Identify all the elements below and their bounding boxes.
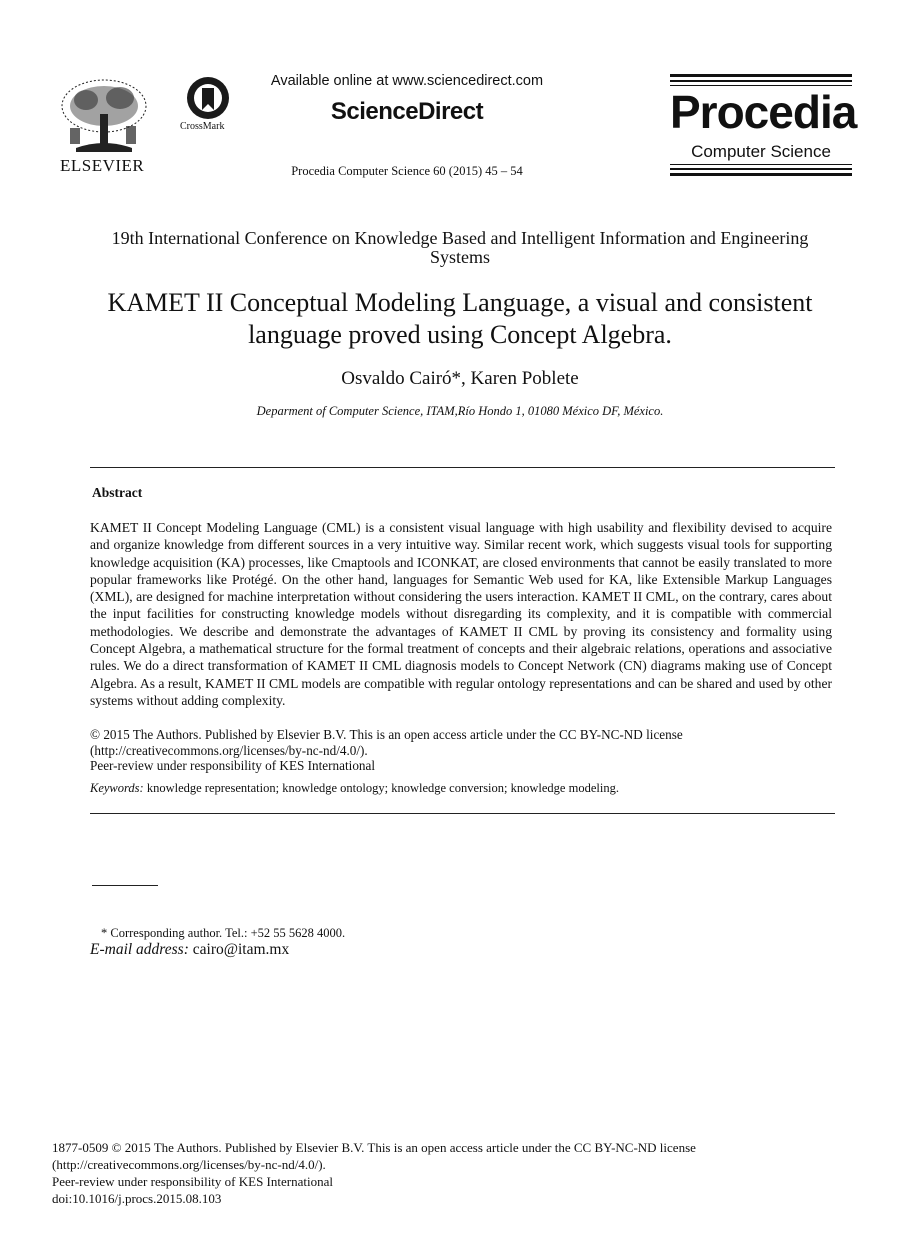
email-address[interactable]: cairo@itam.mx	[192, 941, 290, 958]
keywords-label: Keywords:	[90, 781, 144, 795]
abstract-body: KAMET II Concept Modeling Language (CML) is a consistent visual language with high usability and flexibility devised to acquire and organize knowledge from different sources in a very intuitive way. Similar recent work, which suggests visual tools for supporting knowledge acquisition (KA) processes, like Cmaptools and ICONKAT, are closed environments that cannot be easily translated to more popular frameworks like Protégé. On the other hand, languages for Semantic Web used for KA, like Extensible Markup Languages (XML), are designed for machine interpretation without considering the users interaction. KAMET II CML, on the contrary, cares about the input facilities for constructing knowledge models without disregarding its complexity, and it is compatible with commercial methodologies. We describe and demonstrate the advantages of KAMET II CML by proving its consistency and formality using Concept Algebra, a mathematical structure for the formal treatment of concepts and their algebraic relations, operations and associative rules. We do a direct transformation of KAMET II CML diagnosis models to Concept Network (CN) diagrams making use of Concept Algebra. As a result, KAMET II CML models are compatible with regular ontology representations and can be shared and used by other systems without adding complexity.	[90, 520, 832, 708]
divider	[90, 467, 835, 468]
license-link[interactable]: (http://creativecommons.org/licenses/by-nc-nd/4.0/).	[90, 742, 368, 758]
paper-title: KAMET II Conceptual Modeling Language, a visual and consistent language proved using Concept Algebra.	[107, 288, 813, 349]
email-label: E-mail address:	[90, 941, 189, 958]
procedia-title: Procedia	[670, 86, 857, 138]
procedia-rule	[670, 164, 852, 165]
elsevier-logo	[56, 76, 152, 176]
journal-reference: Procedia Computer Science 60 (2015) 45 – 54	[291, 164, 523, 178]
elsevier-tree-icon	[56, 76, 152, 156]
authors: Osvaldo Cairó*, Karen Poblete	[341, 368, 579, 389]
abstract-heading: Abstract	[92, 485, 143, 500]
publisher-name: ELSEVIER	[60, 156, 145, 175]
procedia-subtitle: Computer Science	[691, 142, 831, 161]
footer-peer-review: Peer-review under responsibility of KES International	[52, 1174, 333, 1189]
procedia-rule	[670, 80, 852, 82]
crossmark-label: CrossMark	[180, 121, 225, 132]
footer-license-link[interactable]: (http://creativecommons.org/licenses/by-nc-nd/4.0/).	[52, 1157, 326, 1172]
peer-review-note: Peer-review under responsibility of KES International	[90, 758, 376, 773]
footer-license: 1877-0509 © 2015 The Authors. Published by Elsevier B.V. This is an open access article under the CC BY-NC-ND license	[52, 1140, 696, 1155]
conference-name: 19th International Conference on Knowledge Based and Intelligent Information and Engineering Systems	[111, 228, 809, 267]
procedia-logo	[670, 74, 857, 176]
keywords-list: knowledge representation; knowledge ontology; knowledge conversion; knowledge modeling.	[146, 781, 619, 795]
procedia-rule	[670, 168, 852, 170]
license-block	[90, 727, 832, 774]
corresponding-author-note: * Corresponding author. Tel.: +52 55 5628 4000.	[101, 926, 346, 940]
available-online-text: Available online at www.sciencedirect.com	[270, 73, 544, 89]
affiliation: Deparment of Computer Science, ITAM,Río Hondo 1, 01080 México DF, México.	[256, 404, 664, 418]
license-text: © 2015 The Authors. Published by Elsevier B.V. This is an open access article under the CC BY-NC-ND license	[90, 727, 683, 742]
procedia-rule	[670, 173, 852, 176]
keywords	[90, 781, 832, 796]
divider	[90, 813, 835, 814]
sciencedirect-brand[interactable]: ScienceDirect	[330, 98, 484, 125]
procedia-rule	[670, 74, 852, 77]
footnote-rule	[92, 885, 158, 886]
email-line	[90, 941, 289, 959]
copyright-footer	[52, 1139, 852, 1207]
footer-doi[interactable]: doi:10.1016/j.procs.2015.08.103	[52, 1191, 222, 1206]
